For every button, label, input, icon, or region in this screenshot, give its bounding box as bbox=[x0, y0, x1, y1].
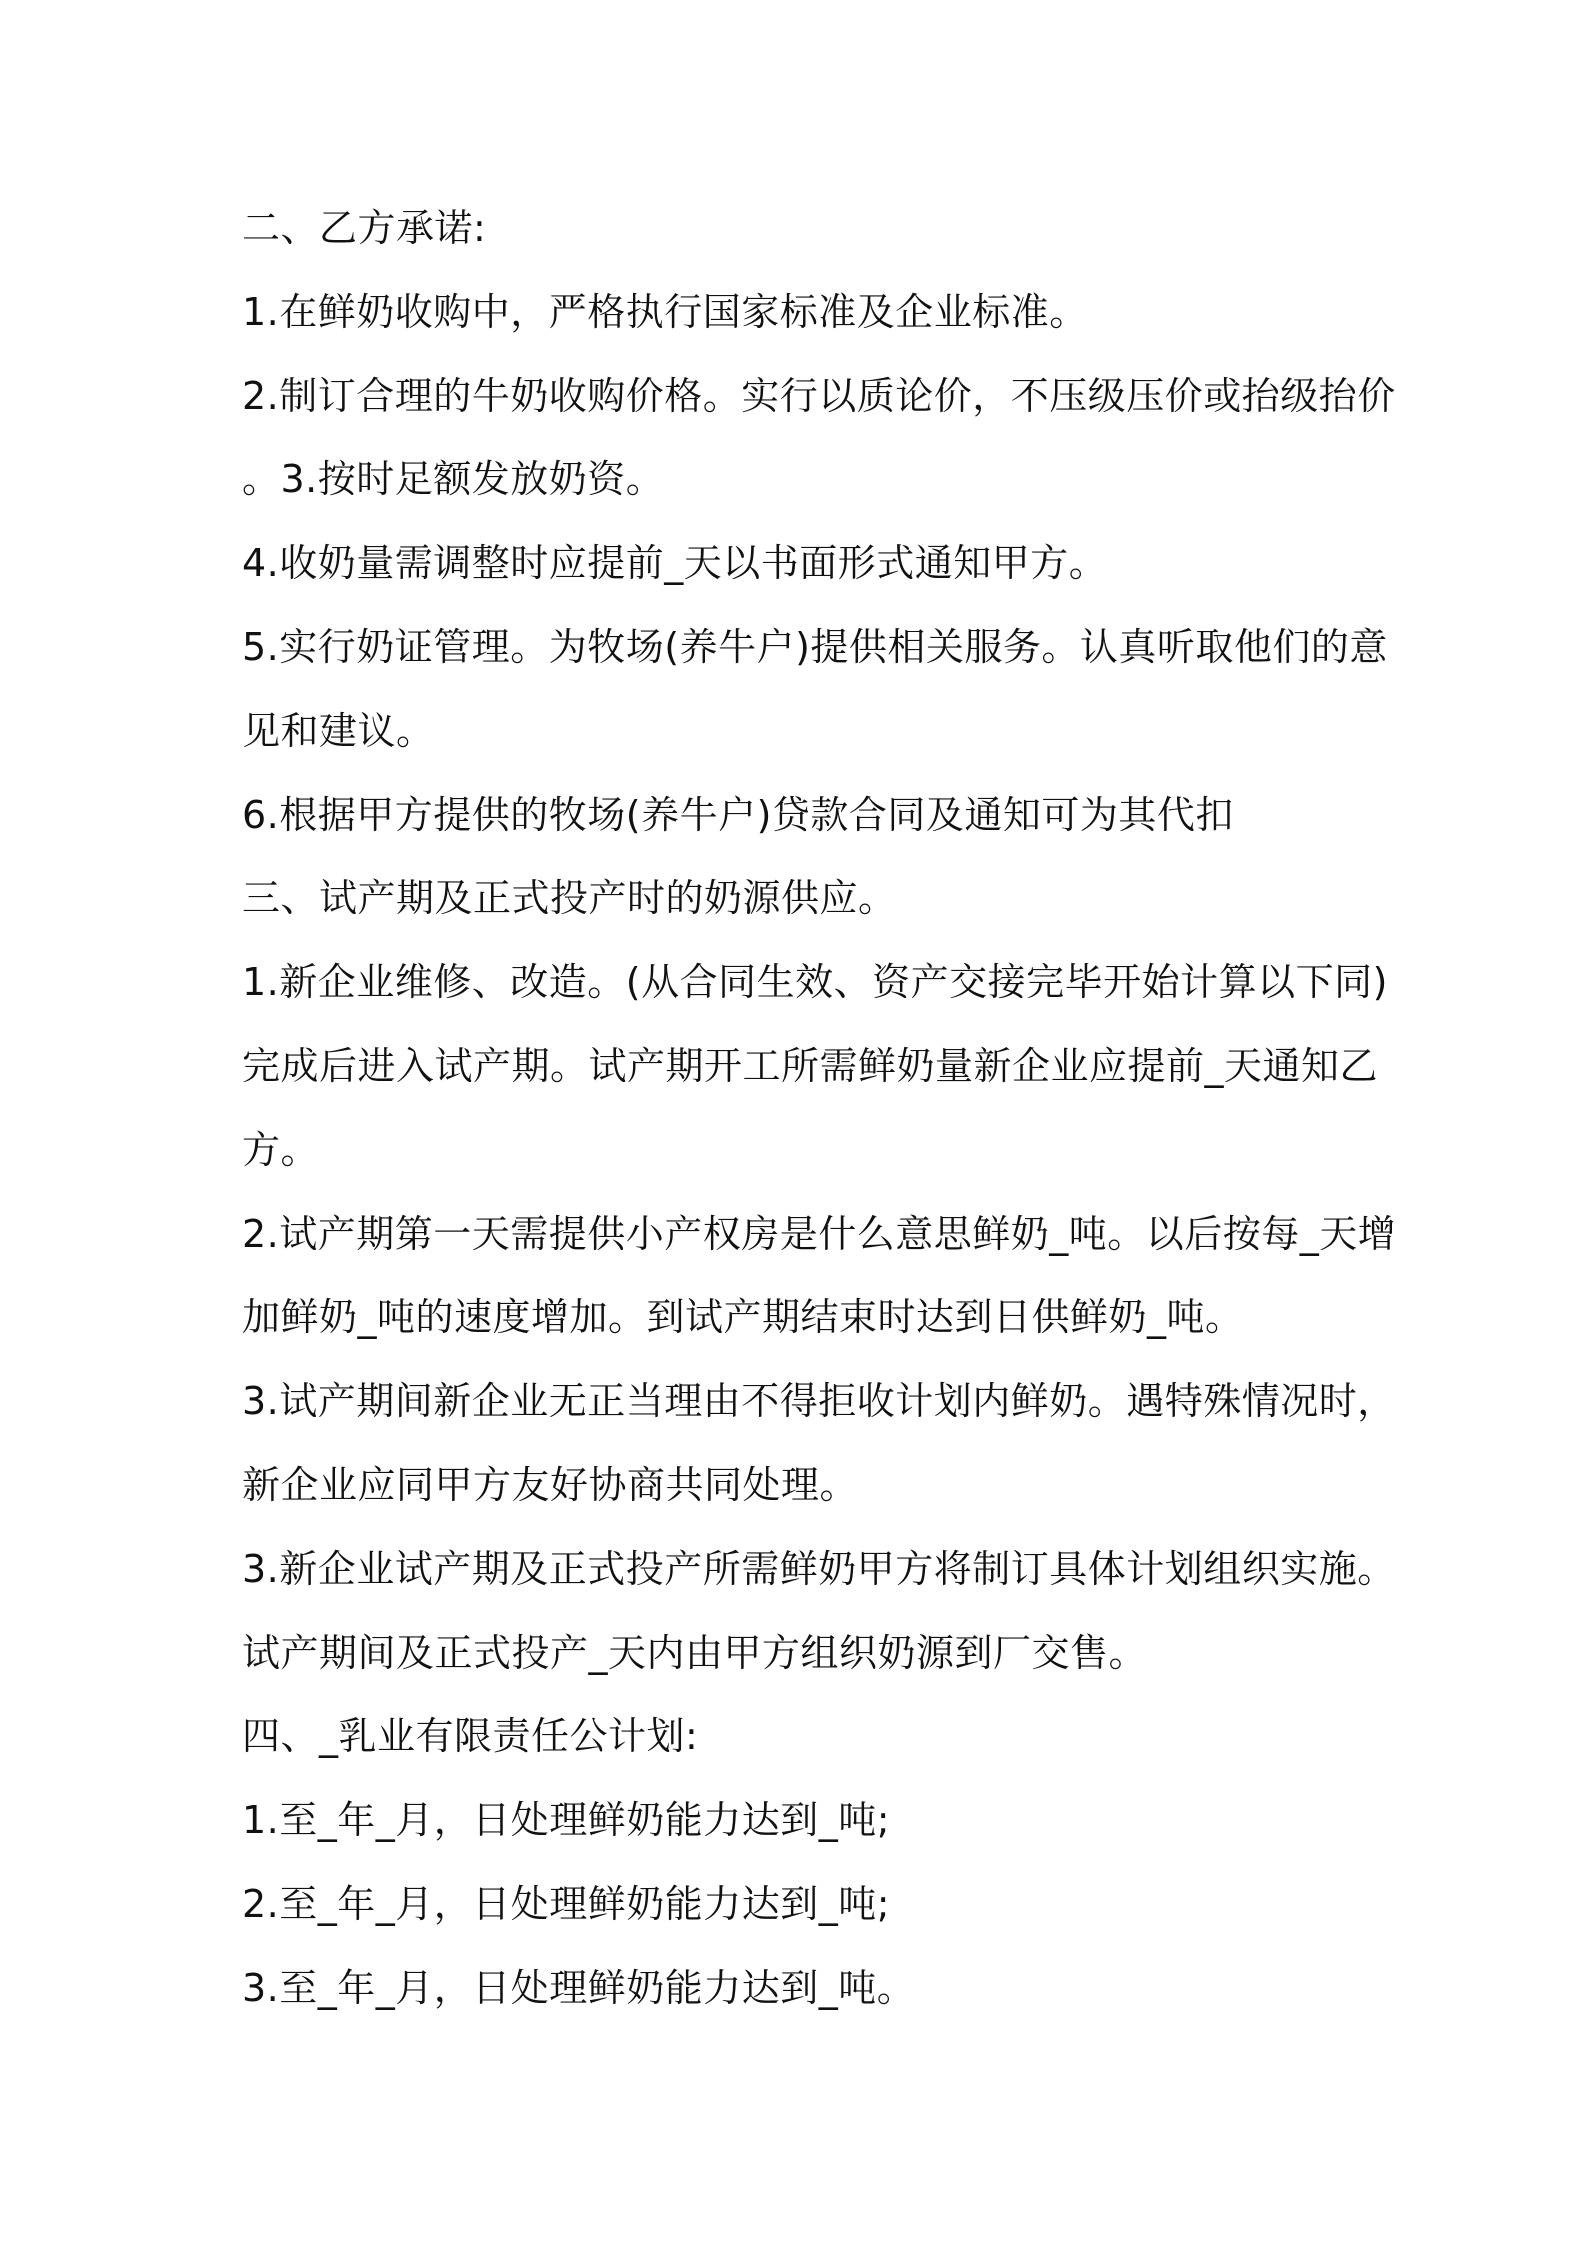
paragraph-line: 1.至_年_月，日处理鲜奶能力达到_吨; bbox=[242, 1798, 891, 1842]
paragraph-line: 1.新企业维修、改造。(从合同生效、资产交接完毕开始计算以下同) bbox=[242, 960, 1388, 1004]
paragraph-line: 2.制订合理的牛奶收购价格。实行以质论价，不压级压价或抬级抬价 bbox=[242, 374, 1396, 418]
section-heading-3: 三、试产期及正式投产时的奶源供应。 bbox=[242, 876, 897, 920]
paragraph-line: 见和建议。 bbox=[242, 709, 435, 753]
paragraph-line: 2.至_年_月，日处理鲜奶能力达到_吨; bbox=[242, 1882, 891, 1926]
section-heading-4: 四、_乳业有限责任公计划: bbox=[242, 1714, 699, 1758]
paragraph-line: 3.新企业试产期及正式投产所需鲜奶甲方将制订具体计划组织实施。 bbox=[242, 1547, 1396, 1591]
paragraph-line: 方。 bbox=[242, 1128, 320, 1172]
section-heading-2: 二、乙方承诺: bbox=[242, 206, 487, 250]
paragraph-line: 4.收奶量需调整时应提前_天以书面形式通知甲方。 bbox=[242, 541, 1108, 585]
paragraph-line: 新企业应同甲方友好协商共同处理。 bbox=[242, 1463, 859, 1507]
paragraph-line: 3.至_年_月，日处理鲜奶能力达到_吨。 bbox=[242, 1966, 916, 2010]
paragraph-line: 1.在鲜奶收购中，严格执行国家标准及企业标准。 bbox=[242, 290, 1088, 334]
paragraph-line: 试产期间及正式投产_天内由甲方组织奶源到厂交售。 bbox=[242, 1631, 1148, 1675]
paragraph-line: 6.根据甲方提供的牧场(养牛户)贷款合同及通知可为其代扣 bbox=[242, 793, 1234, 837]
paragraph-line: 。3.按时足额发放奶资。 bbox=[242, 457, 665, 501]
paragraph-line: 3.试产期间新企业无正当理由不得拒收计划内鲜奶。遇特殊情况时， bbox=[242, 1379, 1396, 1423]
paragraph-line: 加鲜奶_吨的速度增加。到试产期结束时达到日供鲜奶_吨。 bbox=[242, 1295, 1244, 1339]
paragraph-line: 完成后进入试产期。试产期开工所需鲜奶量新企业应提前_天通知乙 bbox=[242, 1044, 1379, 1088]
paragraph-line: 5.实行奶证管理。为牧场(养牛户)提供相关服务。认真听取他们的意 bbox=[242, 625, 1388, 669]
paragraph-line: 2.试产期第一天需提供小产权房是什么意思鲜奶_吨。以后按每_天增 bbox=[242, 1212, 1397, 1256]
